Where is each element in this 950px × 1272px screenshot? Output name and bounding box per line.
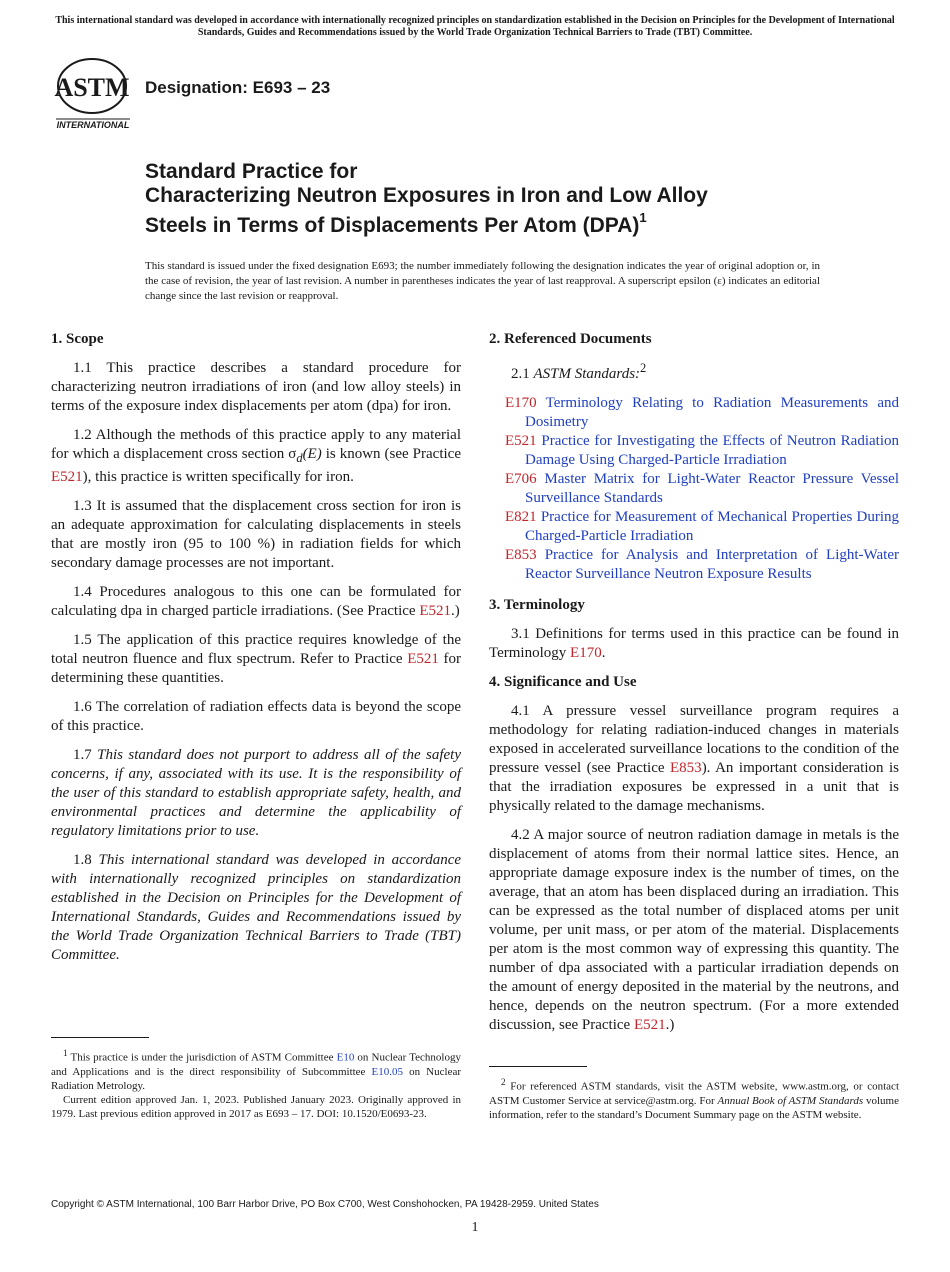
left-column (51, 330, 461, 975)
scope-1-4: 1.4 Procedures analogous to this one can be formulated for calculating dpa in charged particle irradiations. (See Practice E521.) (51, 584, 461, 619)
logo-org: INTERNATIONAL (56, 120, 130, 130)
reference-list (489, 394, 899, 584)
scope-heading: 1. Scope (51, 331, 104, 347)
title-footnote-ref: 1 (639, 210, 647, 225)
title-line-1: Standard Practice for (145, 160, 358, 183)
scope-1-7: 1.7 This standard does not purport to address all of the safety concerns, if any, associated with its use. It is the responsibility of the user of this standard to establish appropriate safety, health, and environmental practices and determine the applicability of regulatory limitations prior to use. (51, 747, 462, 839)
significance-4-1: 4.1 A pressure vessel surveillance program requires a methodology for relating radiation-induced changes in materials exposed in accelerated surveillance locations to the condition of the pressure vessel (see Practice E853). An important consideration is that the irradiation exposures be expressed in a unit that is physically related to the damage mechanisms. (489, 703, 899, 814)
astm-standards-label: 2.1 ASTM Standards:$^2$ (511, 361, 647, 382)
link-e853[interactable]: E853 (670, 760, 702, 776)
scope-1-2: 1.2 Although the methods of this practice apply to any material for which a displacement cross section $\sigma_d(E)$ is known (see Practice E521), this practice is written specifically for iron. (51, 427, 461, 485)
designation: Designation: E693 – 23 (145, 78, 331, 97)
link-e521[interactable]: E521 (633, 1017, 666, 1033)
scope-section (51, 330, 461, 965)
scope-1-8: 1.8 This international standard was developed in accordance with internationally recognized principles on standardization established in the Decision on Principles for the Development of International Standards, Guides and Recommendations issued by the World Trade Organization Technical Barriers to Trade (TBT) Committee. (51, 852, 462, 963)
significance-4-2: 4.2 A major source of neutron radiation damage in metals is the displacement of atoms from their normal lattice sites. Hence, an appropriate damage exposure index is the number of times, on the average, that an atom has been displaced during an irradiation. This can be expressed as the total number of displaced atoms per unit volume, per unit mass, or per atom of the material. Displacements per atom is the most common way of expressing this quantity. The number of dpa associated with a particular irradiation depends on the amount of energy deposited in the material by the neutrons, and hence, depends on the neutron spectrum. (For a more extended discussion, see Practice E521.) (489, 827, 899, 1033)
top-notice: This international standard was developed in accordance with internationally recognized principles on standardization established in the Decision on Principles for the Development of International Standards, Guides and Recommendations issued by the World Trade Organization Technical Barriers to Trade (TBT) Committee. (55, 15, 895, 38)
scope-1-6: 1.6 The correlation of radiation effects data is beyond the scope of this practice. (51, 699, 461, 734)
logo-wordmark: ASTM (54, 73, 130, 102)
footnote-rule-left (51, 1037, 149, 1038)
terminology-heading: 3. Terminology (489, 597, 585, 613)
link-e521[interactable]: E521 (407, 651, 439, 667)
link-e170[interactable]: E170 (570, 645, 602, 661)
document-title (145, 160, 865, 238)
footnote-1: $^1$ This practice is under the jurisdiction of ASTM Committee E10 on Nuclear Technology and Applications and is the direct responsibility of Subcommittee E10.05 on Nuclear Radiation Metrology. Current edition approved Jan. 1, 2023. Published January 2023. Originally approved in 1979. Last previous edition approved in 2017 as E693 – 17. DOI: 10.1520/E0693-23. (51, 1048, 461, 1120)
reference-item[interactable]: E170 Terminology Relating to Radiation Measurements and Dosimetry (505, 395, 899, 430)
astm-logo (50, 56, 136, 132)
terminology-3-1: 3.1 Definitions for terms used in this practice can be found in Terminology E170. (489, 626, 899, 661)
significance-heading: 4. Significance and Use (489, 674, 637, 690)
significance-section (489, 673, 899, 1035)
page-number: 1 (471, 1220, 479, 1235)
referenced-heading: 2. Referenced Documents (489, 331, 652, 347)
scope-1-1: 1.1 This practice describes a standard procedure for characterizing neutron irradiations of iron (and low alloy steels) in terms of the exposure index displacements per atom (dpa) for iron. (51, 360, 461, 414)
link-e521[interactable]: E521 (419, 603, 451, 619)
referenced-documents-section (489, 330, 899, 584)
reference-item[interactable]: E706 Master Matrix for Light-Water Reactor Pressure Vessel Surveillance Standards (505, 471, 899, 506)
reference-item[interactable]: E821 Practice for Measurement of Mechanical Properties During Charged-Particle Irradiation (505, 509, 899, 544)
link-e10-05[interactable]: E10.05 (371, 1065, 404, 1078)
footnote-2: $^2$ For referenced ASTM standards, visit the ASTM website, www.astm.org, or contact ASTM Customer Service at service@astm.org. For Annual Book of ASTM Standards volume information, refer to the standard’s Document Summary page on the ASTM website. (489, 1077, 899, 1121)
title-line-3: Steels in Terms of Displacements Per Atom (DPA)$^1$ (145, 210, 647, 237)
footnote-rule-right (489, 1066, 587, 1067)
intro-note: This standard is issued under the fixed designation E693; the number immediately following the designation indicates the year of original adoption or, in the case of revision, the year of last revision. A number in parentheses indicates the year of last reapproval. A superscript epsilon (ε) indicates an editorial change since the last revision or reapproval. (145, 260, 820, 302)
scope-1-3: 1.3 It is assumed that the displacement cross section for iron is an adequate approximation for calculating displacements in steels that are mostly iron (95 to 100 %) in radiation fields for which secondary damage processes are not important. (51, 498, 461, 571)
reference-item[interactable]: E521 Practice for Investigating the Effects of Neutron Radiation Damage Using Charged-Particle Irradiation (505, 433, 899, 468)
link-e521[interactable]: E521 (51, 469, 83, 485)
title-line-2: Characterizing Neutron Exposures in Iron and Low Alloy (145, 184, 708, 207)
right-column (489, 330, 899, 1045)
scope-1-5: 1.5 The application of this practice requires knowledge of the total neutron fluence and flux spectrum. Refer to Practice E521 for determining these quantities. (51, 632, 462, 686)
reference-item[interactable]: E853 Practice for Analysis and Interpretation of Light-Water Reactor Surveillance Neutron Exposure Results (505, 547, 899, 582)
terminology-section (489, 596, 899, 663)
link-e10[interactable]: E10 (336, 1051, 355, 1064)
copyright-line: Copyright © ASTM International, 100 Barr Harbor Drive, PO Box C700, West Conshohocken, PA 19428-2959. United States (51, 1199, 599, 1210)
